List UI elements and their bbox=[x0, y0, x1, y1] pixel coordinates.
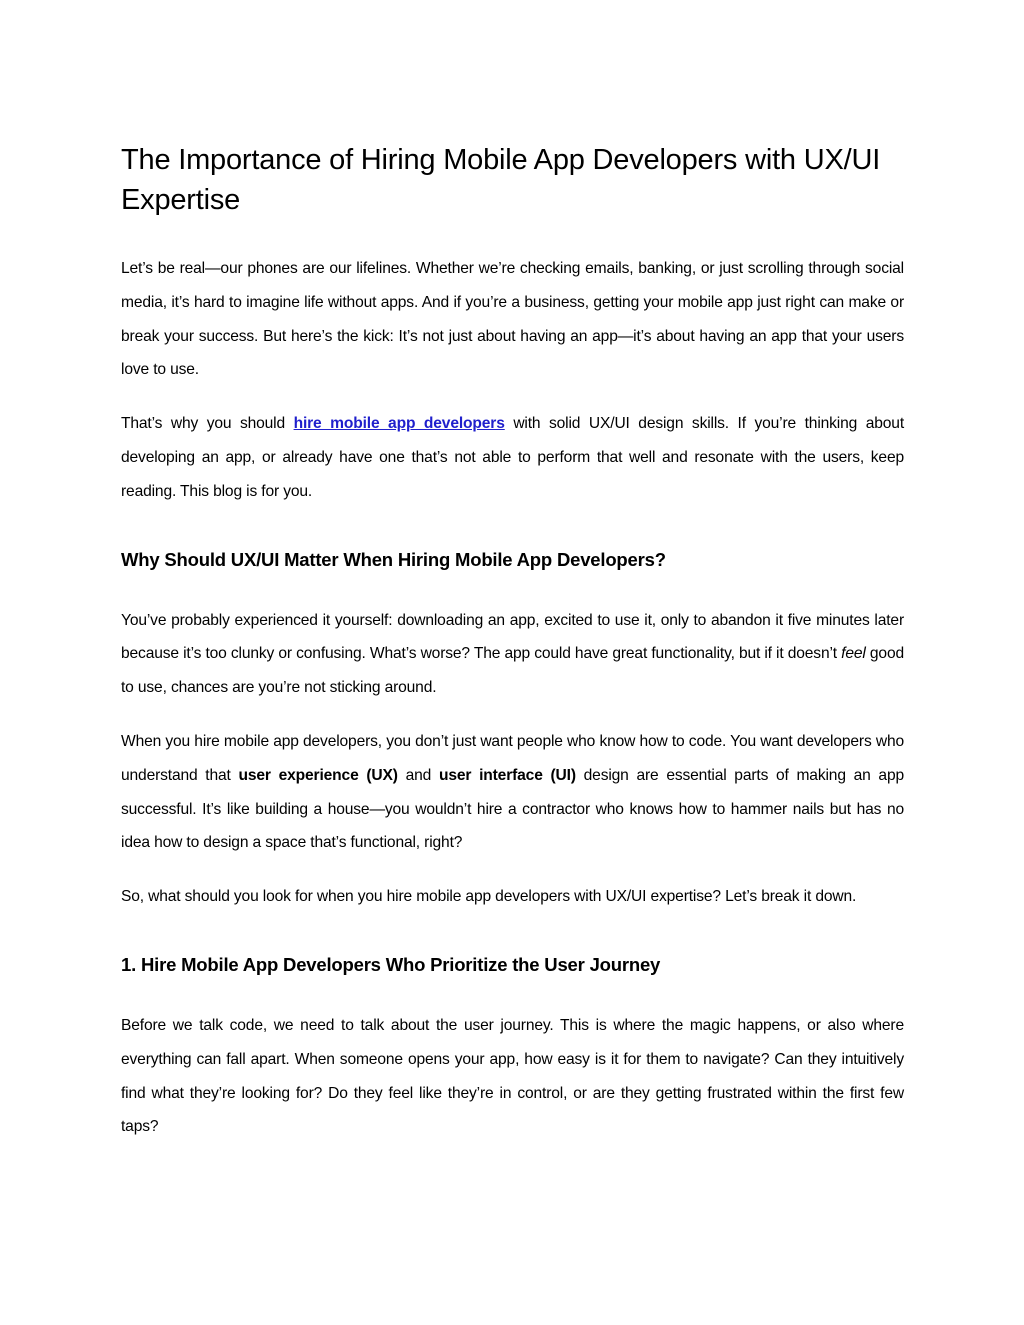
document-page bbox=[121, 140, 904, 1164]
paragraph-text: design are essential parts of making an app successful. It’s like building a house—you wouldn’t hire a contractor who knows how to hammer nails but has no idea how to design a space that’s functional, right? bbox=[121, 766, 904, 852]
paragraph-text: good to use, chances are you’re not sticking around. bbox=[121, 645, 904, 697]
paragraph-experience bbox=[121, 604, 904, 705]
section-heading-user-journey: 1. Hire Mobile App Developers Who Prioritize the User Journey bbox=[121, 953, 661, 975]
bold-ui-term: user interface (UI) bbox=[438, 766, 576, 784]
intro-paragraph: Let’s be real—our phones are our lifelines. Whether we’re checking emails, banking, or just scrolling through social media, it’s hard to imagine life without apps. And if you’re a business, getting your mobile app just right can make or break your success. But here’s the kick: It’s not just about having an app—it’s about having an app that your users love to use. bbox=[121, 260, 904, 379]
paragraph-break-it-down: So, what should you look for when you hire mobile app developers with UX/UI expertise? Let’s break it down. bbox=[121, 888, 857, 906]
paragraph-text: You’ve probably experienced it yourself: downloading an app, excited to use it, only to abandon it five minutes later because it’s too clunky or confusing. What’s worse? The app could have great functionality, but if it doesn’t bbox=[121, 611, 904, 663]
bold-ux-term: user experience (UX) bbox=[238, 766, 398, 784]
section-heading-why-ux-ui: Why Should UX/UI Matter When Hiring Mobile App Developers? bbox=[121, 548, 666, 570]
paragraph-text: When you hire mobile app developers, you don’t just want people who know how to code. You want developers who understand that bbox=[121, 732, 904, 784]
paragraph-ux-ui bbox=[121, 725, 904, 860]
paragraph-hire-link bbox=[121, 407, 904, 508]
paragraph-text: with solid UX/UI design skills. If you’re thinking about developing an app, or already have one that’s not able to perform that well and resonate with the users, keep reading. This blog is for you. bbox=[121, 415, 905, 500]
italic-emphasis: feel bbox=[841, 645, 866, 663]
paragraph-user-journey: Before we talk code, we need to talk about the user journey. This is where the magic happens, or also where everything can fall apart. When someone opens your app, how easy is it for them to navigate? Can they intuitively find what they’re looking for? Do they feel like they’re in control, or are they getting frustrated within the first few taps? bbox=[121, 1016, 904, 1136]
page-title: The Importance of Hiring Mobile App Developers with UX/UI Expertise bbox=[121, 144, 881, 216]
hire-mobile-app-developers-link[interactable]: hire mobile app developers bbox=[293, 415, 505, 433]
paragraph-text: That’s why you should bbox=[121, 415, 294, 433]
paragraph-text: and bbox=[397, 766, 439, 784]
